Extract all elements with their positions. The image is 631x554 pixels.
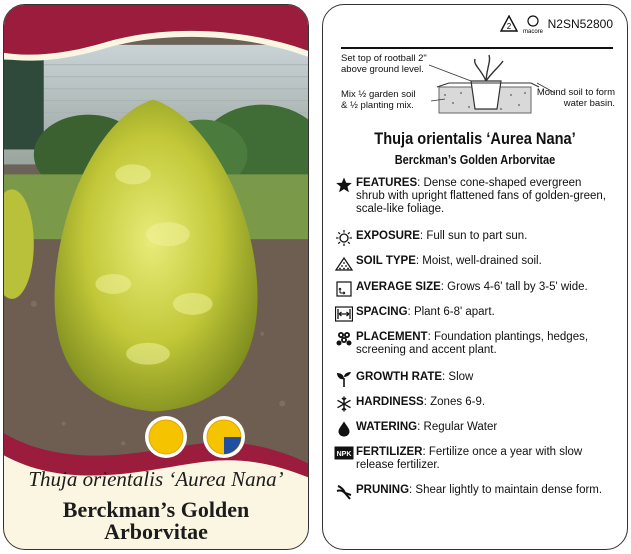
feature-average-size: AVERAGE SIZE: Grows 4-6' tall by 3-5' wide. (333, 281, 613, 297)
divider (341, 47, 613, 49)
product-code: N2SN52800 (547, 17, 613, 31)
back-tag (322, 4, 628, 550)
recycle-number: 2 (506, 22, 511, 31)
water-drop-icon (333, 421, 354, 437)
part-sun-icon (202, 415, 246, 459)
size-icon (333, 281, 354, 297)
pruner-icon (333, 484, 354, 500)
plant-title: Thuja orientalis ‘Aurea Nana’ (374, 129, 576, 148)
full-sun-icon (144, 415, 188, 459)
code-row (500, 13, 613, 35)
spacing-icon (333, 306, 354, 322)
feature-hardiness: HARDINESS: Zones 6-9. (333, 396, 613, 412)
feature-features: FEATURES: Dense cone-shaped evergreen shrub with upright flattened fans of golden-green, scale-like foliage. (333, 177, 613, 216)
sun-icon (333, 230, 354, 246)
common-name (4, 499, 308, 543)
macore-logo-icon (522, 13, 544, 35)
sprout-icon (333, 371, 354, 387)
feature-fertilizer: NPK FERTILIZER: Fertilize once a year with slow release fertilizer. (333, 446, 613, 472)
soil-icon (333, 255, 354, 271)
feature-growth-rate: GROWTH RATE: Slow (333, 371, 613, 387)
common-name-line2: Arborvitae (104, 519, 208, 544)
scientific-name: Thuja orientalis ‘Aurea Nana’ (28, 467, 284, 491)
common-name-line1: Berckman’s Golden (62, 497, 250, 522)
diagram-left-top: Set top of rootball 2" above ground level. (341, 53, 427, 75)
feature-soil-type: SOIL TYPE: Moist, well-drained soil. (333, 255, 613, 271)
plant-subtitle: Berckman’s Golden Arborvitae (394, 153, 556, 167)
feature-placement: PLACEMENT: Foundation plantings, hedges, screening and accent plant. (333, 331, 613, 357)
feature-exposure: EXPOSURE: Full sun to part sun. (333, 230, 613, 246)
macore-text: macore (522, 29, 543, 35)
placement-icon (333, 331, 354, 347)
planting-diagram (341, 51, 615, 119)
diagram-right: Mound soil to form water basin. (536, 87, 615, 109)
recycle-icon (500, 15, 518, 33)
snowflake-icon (333, 396, 354, 412)
diagram-left-bottom: Mix ½ garden soil & ½ planting mix. (341, 89, 416, 111)
npk-label: NPK (336, 451, 351, 458)
feature-spacing: SPACING: Plant 6-8' apart. (333, 306, 613, 322)
feature-pruning: PRUNING: Shear lightly to maintain dense form. (333, 484, 613, 500)
front-tag (3, 4, 309, 550)
npk-icon (333, 446, 354, 462)
feature-watering: WATERING: Regular Water (333, 421, 613, 437)
star-icon (333, 177, 354, 193)
